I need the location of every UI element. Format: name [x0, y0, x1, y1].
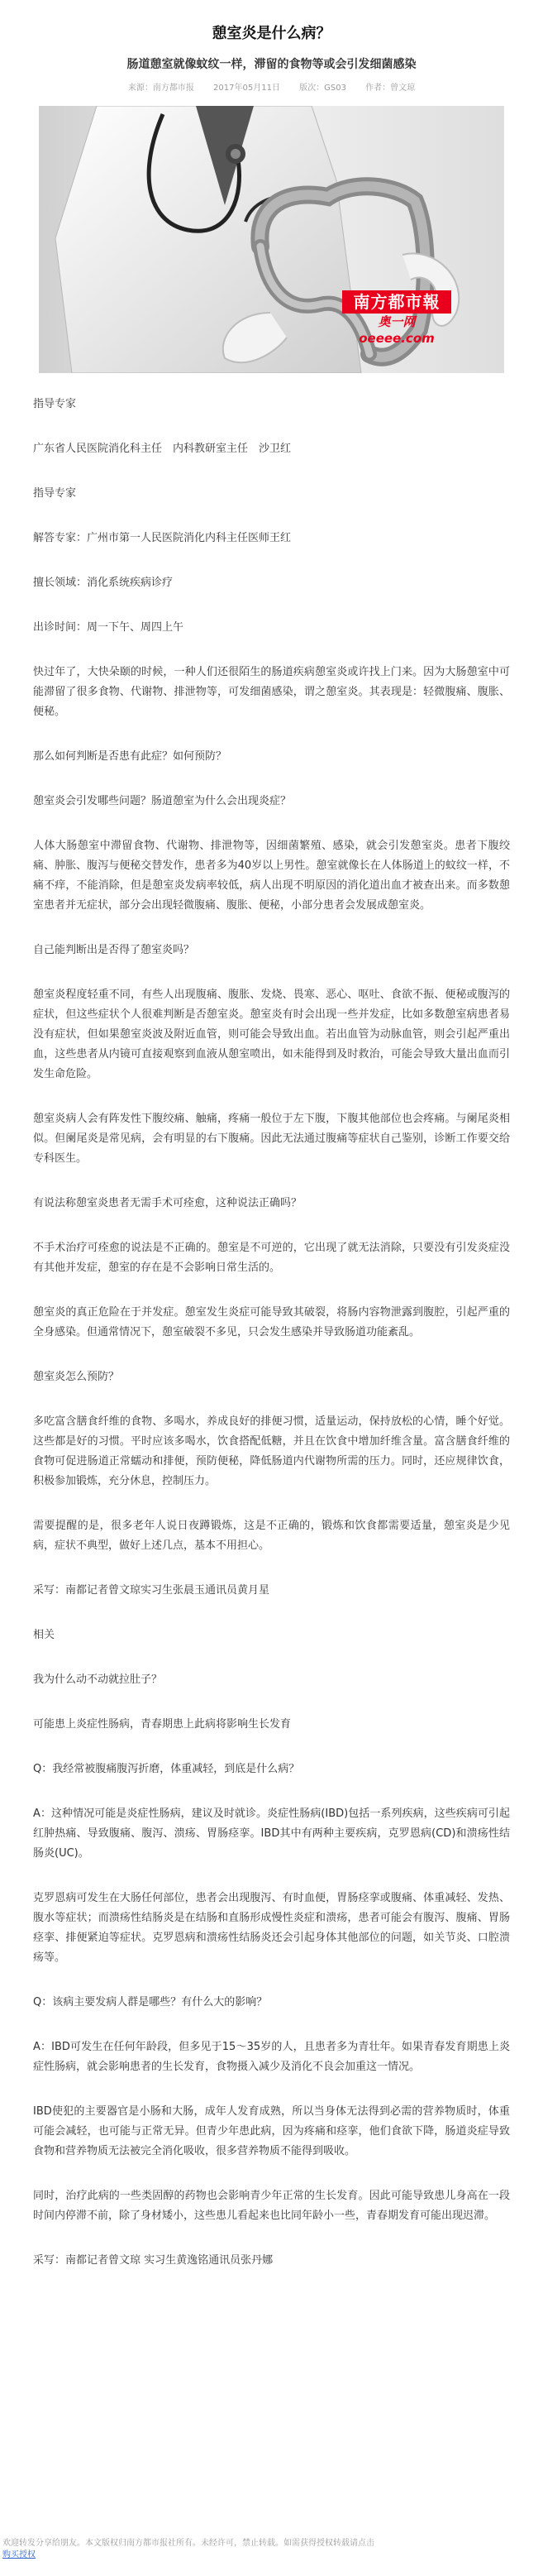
meta-source: 来源：南方都市报: [127, 84, 194, 93]
page-subtitle: 肠道憩室就像蚊纹一样，滞留的食物等或会引发细菌感染: [126, 58, 417, 71]
article-paragraph: 有说法称憩室炎患者无需手术可痊愈，这种说法正确吗？: [33, 1197, 302, 1209]
article-body: [0, 395, 543, 2271]
article-paragraph: IBD使犯的主要器官是小肠和大肠，成年人发育成熟，所以当身体无法得到必需的营养物质时，体重可能会减轻，也可能与正常无异。但青少年患此病，因为疼痛和痉挛，他们食欲下降，肠道炎症导致食物和营养物质无法被完全消化吸收，很多营养物质不能得到吸收。: [33, 2105, 510, 2157]
article-paragraph: 那么如何判断是否患有此症？如何预防？: [33, 750, 227, 763]
page-title: 憩室炎是什么病？: [212, 25, 331, 42]
article-paragraph: 多吃富含膳食纤维的食物、多喝水，养成良好的排便习惯，适量运动，保持放松的心情，睡个好觉。这些都是好的习惯。平时应该多喝水，饮食搭配低糖，并且在饮食中增加纤维含量。富含膳食纤维的食物可促进肠道正常蠕动和排便，预防便秘，降低肠道内代谢物所需的压力。同时，还应规律饮食，积极参加锻炼，充分休息，控制压力。: [33, 1415, 510, 1487]
article-paragraph: 指导专家: [33, 487, 77, 500]
article-paragraph: Q：该病主要发病人群是哪些？有什么大的影响？: [33, 1996, 268, 2009]
article-paragraph: 憩室炎的真正危险在于并发症。憩室发生炎症可能导致其破裂，将肠内容物泄露到腹腔，引起严重的全身感染。但通常情况下，憩室破裂不多见，只会发生感染并导致肠道功能紊乱。: [33, 1306, 510, 1338]
article-paragraph: 克罗恩病可发生在大肠任何部位，患者会出现腹泻、有时血便，胃肠痉挛或腹痛、体重减轻、发热、腹水等症状；而溃疡性结肠炎是在结肠和直肠形成慢性炎症和溃疡，患者可能会有腹泻、腹痛、胃肠痉挛、排便紧迫等症状。克罗恩病和溃疡性结肠炎还会引起身体其他部位的问题，如关节炎、口腔溃疡等。: [33, 1892, 510, 1964]
article-paragraph: 相关: [33, 1629, 55, 1641]
article-paragraph: 同时，治疗此病的一些类固醇的药物也会影响青少年正常的生长发育。因此可能导致患儿身高在一段时间内停滞不前，除了身材矮小，这些患儿看起来也比同年龄小一些，青春期发育可能出现迟滞。: [33, 2190, 510, 2222]
article-paragraph: 需要提醒的是，很多老年人说日夜蹲锻炼，这是不正确的，锻炼和饮食都需要适量，憩室炎是少见病，症状不典型，做好上述几点，基本不用担心。: [33, 1520, 510, 1552]
article-paragraph: 指导专家: [33, 398, 77, 410]
article-paragraph: 快过年了，大快朵颐的时候，一种人们还很陌生的肠道疾病憩室炎或许找上门来。因为大肠憩室中可能滞留了很多食物、代谢物、排泄物等，可发细菌感染，谓之憩室炎。其表现是：轻微腹痛、腹胀、便秘。: [33, 666, 510, 718]
article-paragraph: 自己能判断出是否得了憩室炎吗？: [33, 944, 195, 956]
article-paragraph: 广东省人民医院消化科主任 内科教研室主任 沙卫红: [33, 443, 292, 455]
logo-name: 南方都市報: [342, 290, 451, 314]
article-paragraph: A：IBD可发生在任何年龄段，但多见于15～35岁的人，且患者多为青壮年。如果青春发育期患上炎症性肠病，就会影响患者的生长发育，食物摄入减少及消化不良会加重这一情况。: [33, 2041, 510, 2073]
article-paragraph: 采写：南都记者曾文琼实习生张晨玉通讯员黄月星: [33, 1584, 270, 1597]
article-paragraph: 憩室炎会引发哪些问题？肠道憩室为什么会出现炎症？: [33, 795, 292, 807]
meta-author: 作者：曾文琼: [365, 84, 416, 93]
article-paragraph: 憩室炎怎么预防？: [33, 1371, 120, 1383]
copyright-notice: [0, 2538, 543, 2561]
article-paragraph: Q：我经常被腹痛腹泻折磨，体重减轻，到底是什么病？: [33, 1763, 300, 1775]
article-paragraph: 可能患上炎症性肠病，青春期患上此病将影响生长发育: [33, 1718, 292, 1731]
article-paragraph: 人体大肠憩室中滞留食物、代谢物、排泄物等，因细菌繁殖、感染，就会引发憩室炎。患者下腹绞痛、肿胀、腹泻与便秘交替发作，患者多为40岁以上男性。憩室就像长在人体肠道上的蚊纹一样，不痛不痒，不能消除，但是憩室炎发病率较低，病人出现不明原因的消化道出血才被查出来。而多数憩室患者并无症状，部分会出现轻微腹痛、腹胀、便秘，小部分患者会发展成憩室炎。: [33, 840, 510, 912]
article-header: [0, 0, 543, 94]
article-paragraph: 采写：南都记者曾文琼 实习生黄逸铭通讯员张丹娜: [33, 2254, 274, 2267]
hero-image: [39, 106, 504, 373]
meta-date: 2017年05月11日: [213, 84, 280, 93]
article-paragraph: 憩室炎病人会有阵发性下腹绞痛、触痛，疼痛一般位于左下腹，下腹其他部位也会疼痛。与阑尾炎相似。但阑尾炎是常见病，会有明显的右下腹痛。因此无法通过腹痛等症状自己鉴别，诊断工作要交给专科医生。: [33, 1113, 510, 1165]
logo-site: 奥一网oeeee.com: [359, 314, 435, 346]
newspaper-logo: [342, 290, 451, 346]
article-paragraph: 我为什么动不动就拉肚子？: [33, 1673, 163, 1686]
article-paragraph: 憩室炎程度轻重不同，有些人出现腹痛、腹胀、发烧、畏寒、恶心、呕吐、食欲不振、便秘或腹泻的症状，但这些症状个人很难判断是否憩室炎。憩室炎有时会出现一些并发症，比如多数憩室病患者易没有症状，但如果憩室炎波及附近血管，则可能会导致出血。若出血管为动脉血管，则会引起严重出血，这些患者从内镜可直接观察到血液从憩室喷出，如未能得到及时救治，可能会导致大量出血而引发生命危险。: [33, 989, 510, 1080]
article-meta: [0, 83, 543, 94]
article-paragraph: 解答专家：广州市第一人民医院消化内科主任医师王红: [33, 532, 292, 544]
article-paragraph: 擅长领域：消化系统疾病诊疗: [33, 577, 174, 589]
buy-license-link[interactable]: 购买授权: [2, 2550, 36, 2559]
copyright-text: 欢迎转发分享给朋友。本文版权归南方都市报社所有。未经许可，禁止转载。如需获得授权转载请点击: [2, 2539, 374, 2548]
article-paragraph: 不手术治疗可痊愈的说法是不正确的。憩室是不可逆的，它出现了就无法消除，只要没有引发炎症没有其他并发症，憩室的存在是不会影响日常生活的。: [33, 1242, 510, 1274]
article-paragraph: 出诊时间：周一下午、周四上午: [33, 621, 184, 634]
meta-edition: 版次：GS03: [299, 84, 346, 93]
article-paragraph: A：这种情况可能是炎症性肠病，建议及时就诊。炎症性肠病(IBD)包括一系列疾病，这些疾病可引起红肿热痛、导致腹痛、腹泻、溃疡、胃肠痉挛。IBD其中有两种主要疾病，克罗恩病(CD)和溃疡性结肠炎(UC)。: [33, 1808, 510, 1860]
